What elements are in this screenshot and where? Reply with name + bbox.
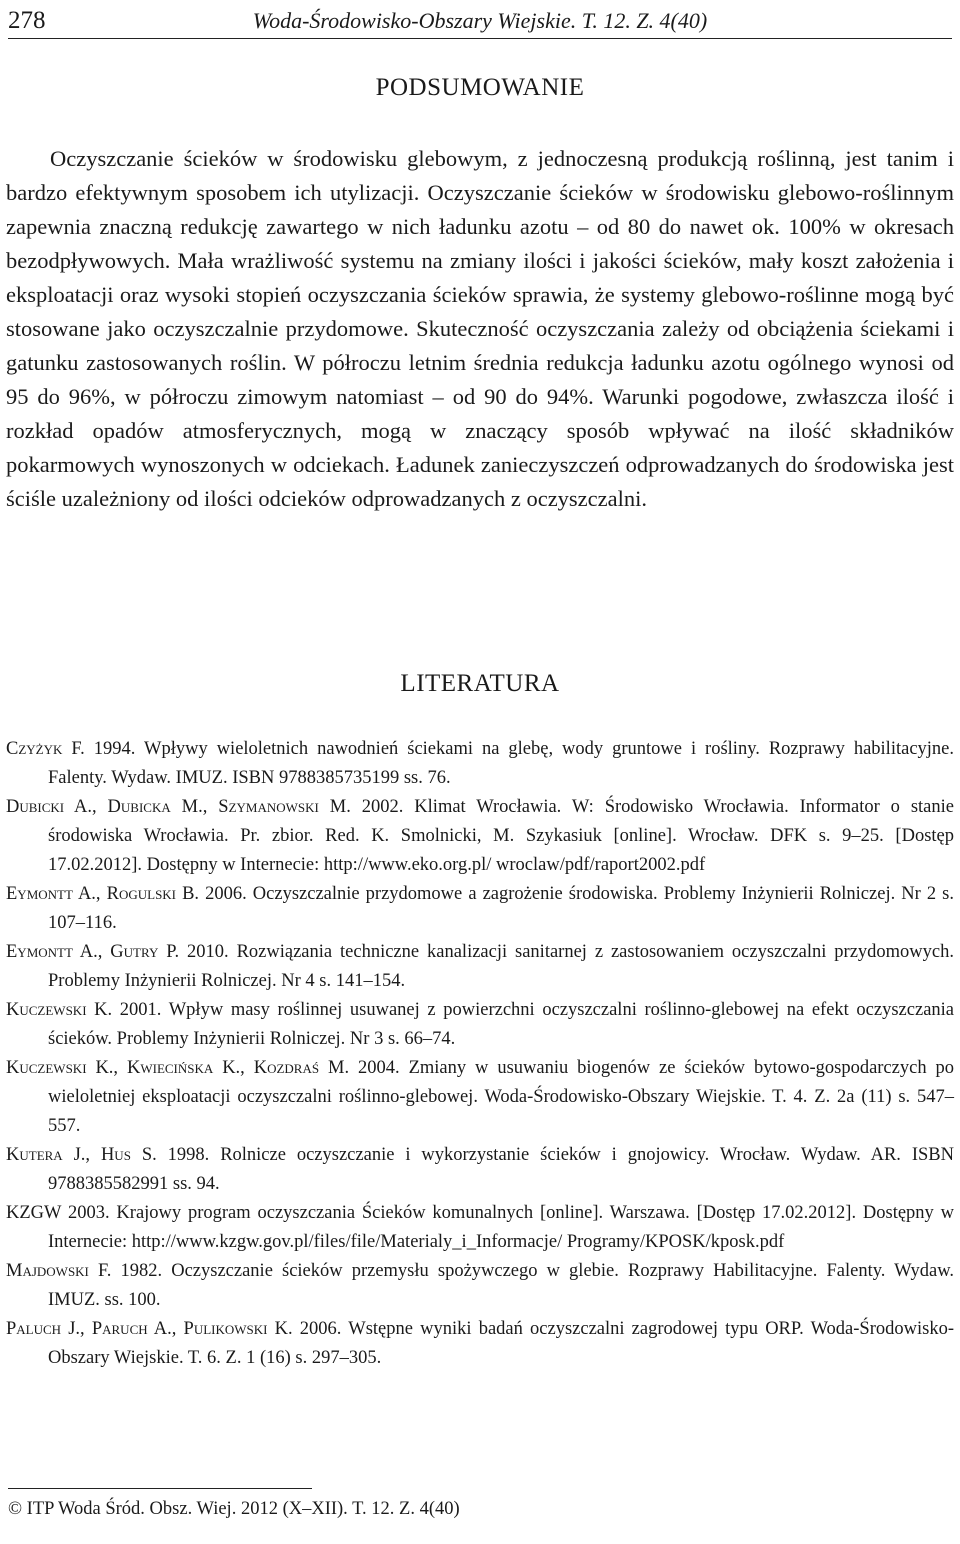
reference-item (6, 1257, 954, 1315)
reference-authors: Kutera J., Hus S. (6, 1145, 157, 1165)
reference-authors: Eymontt A., Gutry P. (6, 942, 180, 962)
reference-list (6, 735, 954, 1373)
footer-divider (8, 1488, 312, 1489)
reference-text: 2004. Zmiany w usuwaniu biogenów ze ścieków bytowo-gospodarczych po wieloletniej eksploatacji oczyszczalni roślinno-glebowej. Woda-Środowisko-Obszary Wiejskie. T. 4. Z. 2a (11) s. 547–557. (48, 1058, 954, 1136)
reference-item (6, 938, 954, 996)
reference-text: 2001. Wpływ masy roślinnej usuwanej z powierzchni oczyszczalni roślinno-glebowej na efekt oczyszczania ścieków. Problemy Inżynierii Rolniczej. Nr 3 s. 66–74. (48, 1000, 955, 1049)
copyright-note: © ITP Woda Śród. Obsz. Wiej. 2012 (X–XII). T. 12. Z. 4(40) (8, 1499, 460, 1519)
reference-item (6, 793, 954, 880)
reference-item (6, 1054, 954, 1141)
reference-authors: Dubicki A., Dubicka M., Szymanowski M. (6, 797, 351, 817)
reference-item (6, 1199, 954, 1257)
page-header (8, 4, 952, 39)
reference-authors: Kuczewski K., Kwiecińska K., Kozdraś M. (6, 1058, 350, 1078)
reference-item (6, 1315, 954, 1373)
reference-item (6, 996, 954, 1054)
reference-text: KZGW 2003. Krajowy program oczyszczania Ścieków komunalnych [online]. Warszawa. [Dostęp 17.02.2012]. Dostępny w Internecie: http://www.kzgw.gov.pl/files/file/Materialy_i_Informacje/ Programy/KPOSK/kposk.pdf (6, 1203, 954, 1252)
reference-item (6, 880, 954, 938)
reference-text: 2002. Klimat Wrocławia. W: Środowisko Wrocławia. Informator o stanie środowiska Wrocławia. Pr. zbior. Red. K. Smolnicki, M. Szykasiuk [online]. Wrocław. DFK s. 9–25. [Dostęp 17.02.2012]. Dostępny w Internecie: http://www.eko.org.pl/ wroclaw/pdf/raport2002.pdf (48, 797, 954, 875)
reference-text: 2010. Rozwiązania techniczne kanalizacji sanitarnej z zastosowaniem oczyszczalni przydomowych. Problemy Inżynierii Rolniczej. Nr 4 s. 141–154. (48, 942, 955, 991)
reference-authors: Kuczewski K. (6, 1000, 113, 1020)
page-footer (8, 1488, 952, 1521)
reference-item (6, 735, 954, 793)
reference-authors: Paluch J., Paruch A., Pulikowski K. (6, 1319, 293, 1339)
reference-text: 2006. Wstępne wyniki badań oczyszczalni zagrodowej typu ORP. Woda-Środowisko-Obszary Wiejskie. T. 6. Z. 1 (16) s. 297–305. (48, 1319, 954, 1368)
summary-heading: PODSUMOWANIE (375, 74, 585, 101)
reference-text: 1994. Wpływy wieloletnich nawodnień ściekami na glebę, wody gruntowe i rośliny. Rozprawy habilitacyjne. Falenty. Wydaw. IMUZ. ISBN 9788385735199 ss. 76. (48, 739, 955, 788)
literature-heading: LITERATURA (400, 670, 560, 697)
summary-paragraph: Oczyszczanie ścieków w środowisku glebowym, z jednoczesną produkcją roślinną, jest tanim i bardzo efektywnym sposobem ich utylizacji. Oczyszczanie ścieków w środowisku glebowo-roślinnym zapewnia znaczną redukcję zawartego w nich ładunku azotu – od 80 do nawet ok. 100% w okresach bezodpływowych. Mała wrażliwość systemu na zmiany ilości i jakości ścieków, mały koszt założenia i eksploatacji oraz wysoki stopień oczyszczania ścieków sprawia, że systemy glebowo-roślinne mogą być stosowane jako oczyszczalnie przydomowe. Skuteczność oczyszczania zależy od obciążenia ściekami i gatunku zastosowanych roślin. W półroczu letnim średnia redukcja ładunku azotu ogólnego wynosi od 95 do 96%, w półroczu zimowym natomiast – od 90 do 94%. Warunki pogodowe, zwłaszcza ilość i rozkład opadów atmosferycznych, mogą w znaczący sposób wpływać na ilość składników pokarmowych wynoszonych w odciekach. Ładunek zanieczyszczeń odprowadzanych do środowiska jest ściśle uzależniony od ilości odcieków odprowadzanych z oczyszczalni. (6, 146, 954, 511)
page-number: 278 (8, 7, 46, 34)
reference-text: 2006. Oczyszczalnie przydomowe a zagrożenie środowiska. Problemy Inżynierii Rolniczej. Nr 2 s. 107–116. (48, 884, 954, 933)
reference-authors: Eymontt A., Rogulski B. (6, 884, 200, 904)
reference-item (6, 1141, 954, 1199)
reference-text: 1998. Rolnicze oczyszczanie i wykorzystanie ścieków i gnojowicy. Wrocław. Wydaw. AR. ISBN 9788385582991 ss. 94. (48, 1145, 954, 1194)
reference-authors: Czyżyk F. (6, 739, 85, 759)
reference-authors: Majdowski F. (6, 1261, 112, 1281)
running-title: Woda-Środowisko-Obszary Wiejskie. T. 12. Z. 4(40) (252, 8, 708, 33)
reference-text: 1982. Oczyszczanie ścieków przemysłu spożywczego w glebie. Rozprawy Habilitacyjne. Falenty. Wydaw. IMUZ. ss. 100. (48, 1261, 954, 1310)
